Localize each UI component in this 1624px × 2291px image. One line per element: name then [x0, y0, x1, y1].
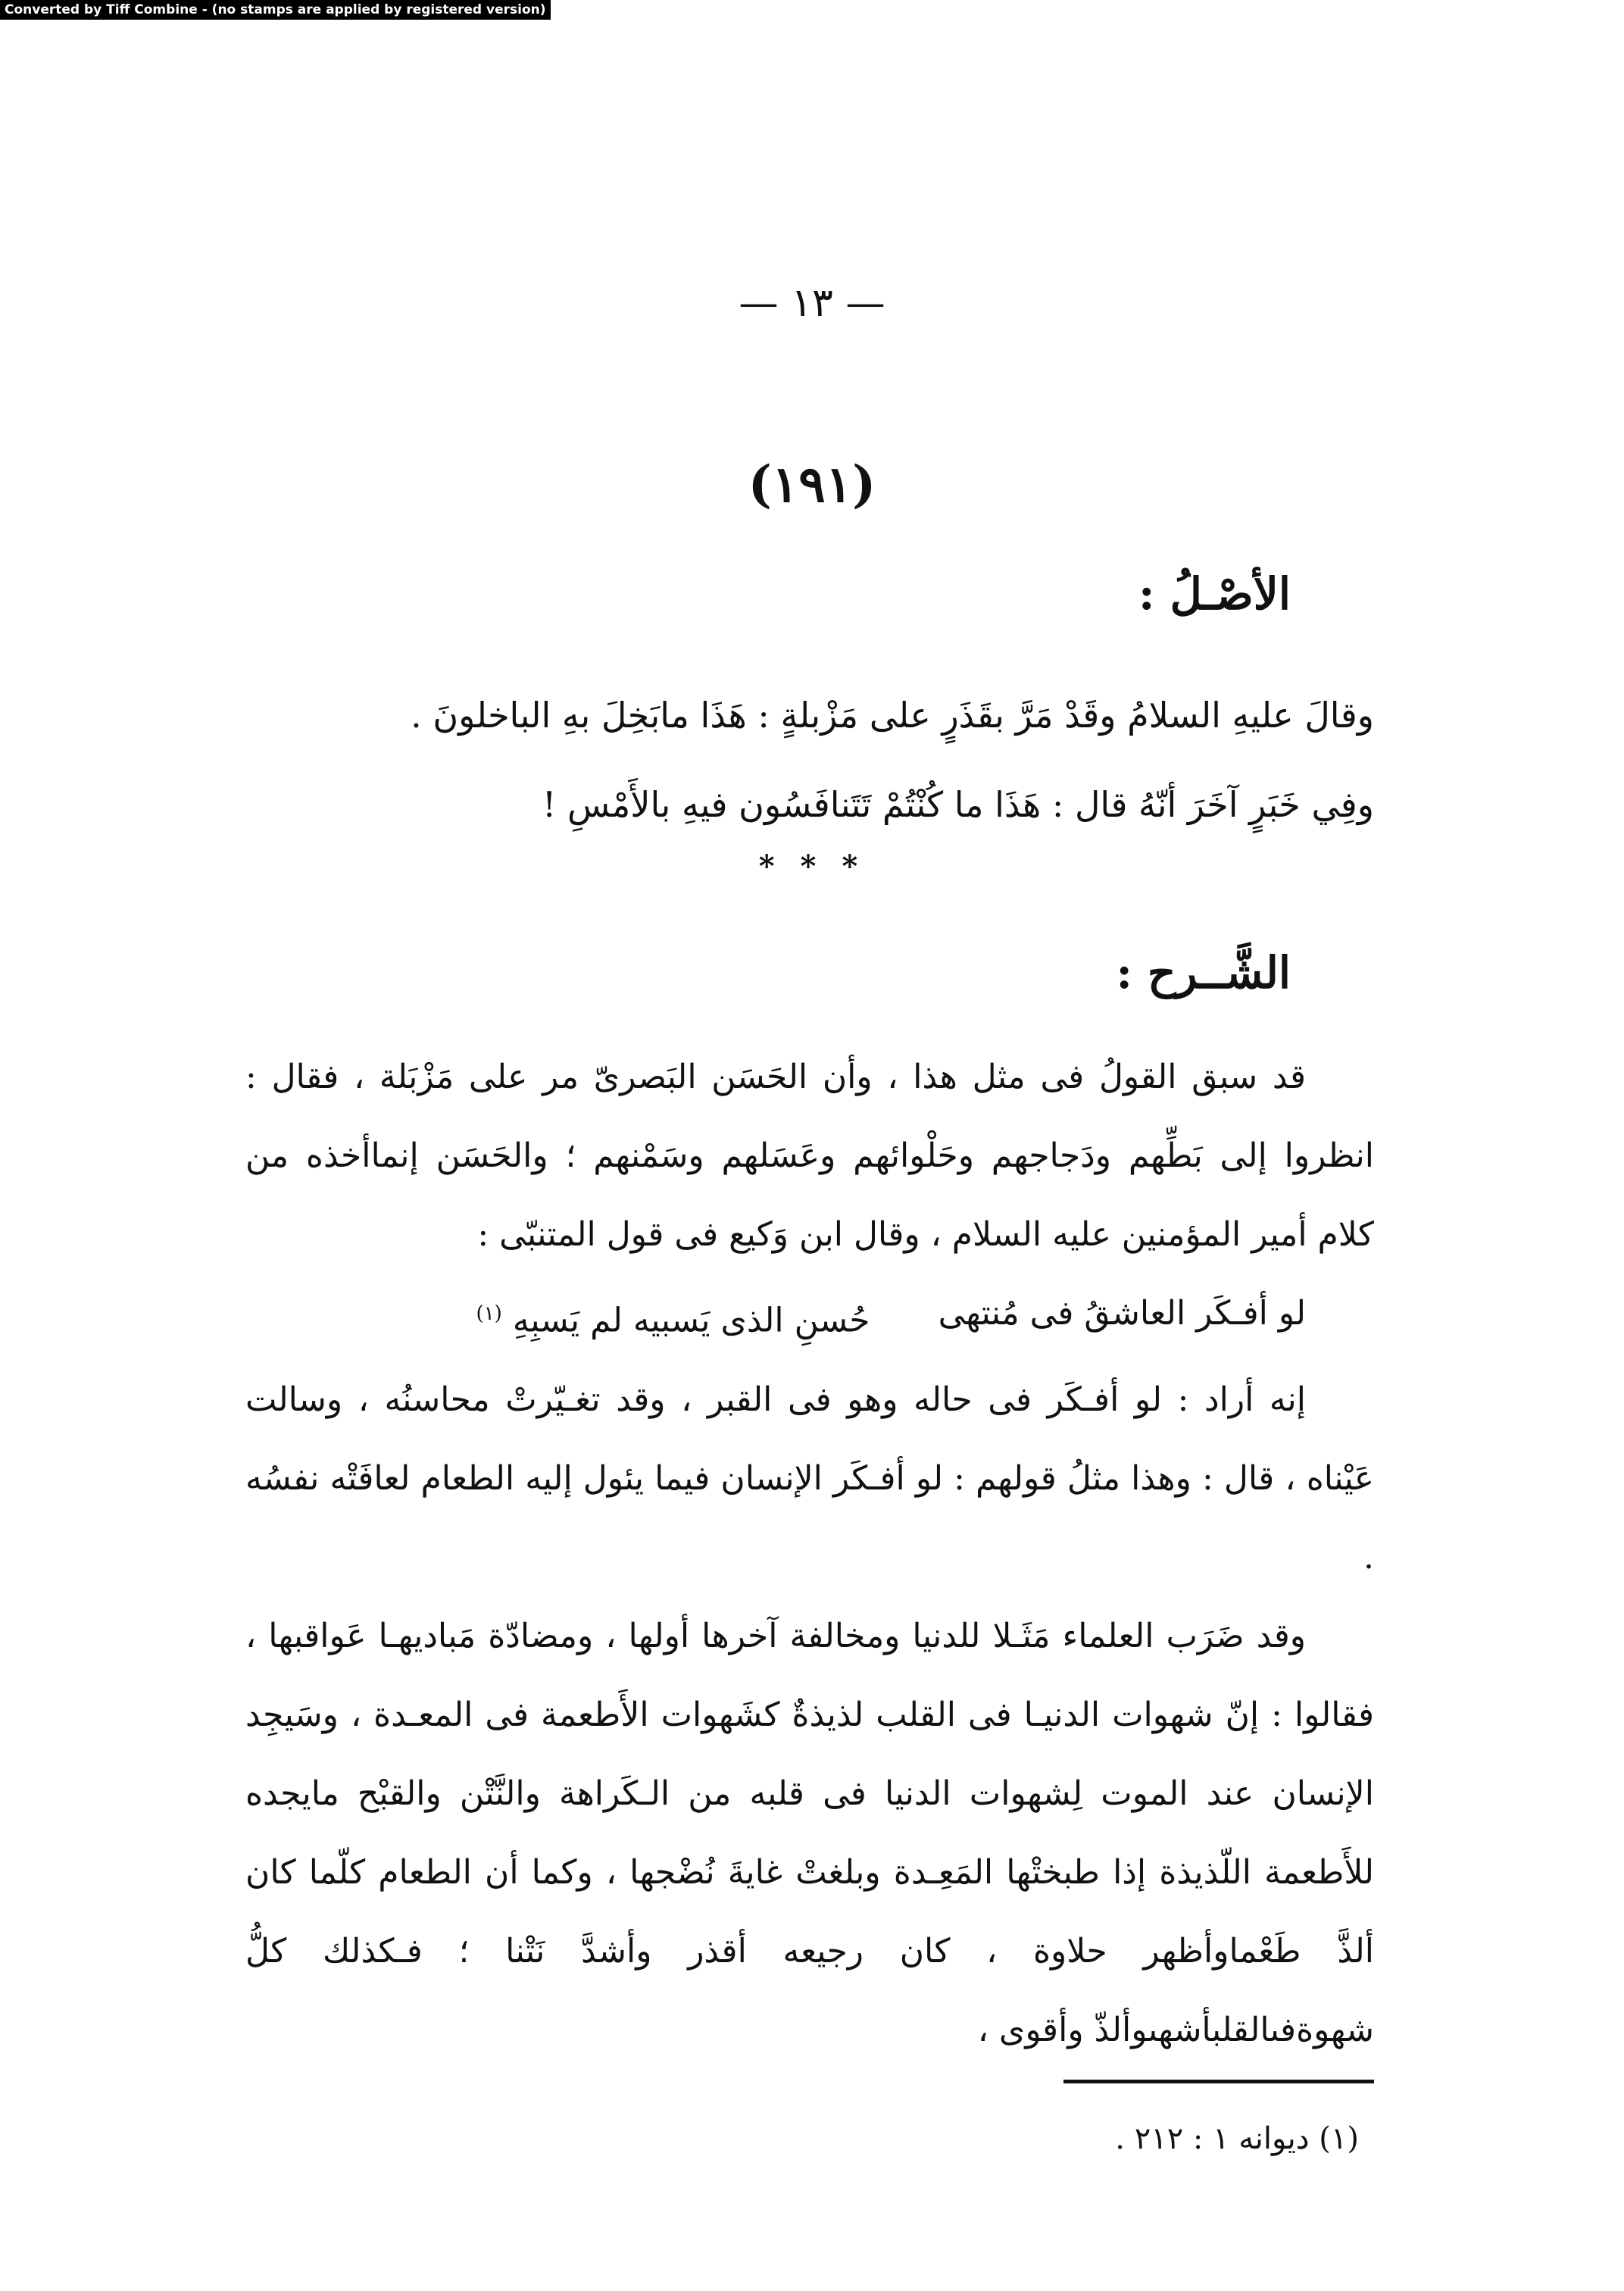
original-line: وفِي خَبَرٍ آخَرَ أنّهُ قال : هَذَا ما كُنْتُمْ تَتَنافَسُون فيهِ بالأَمْسِ !	[542, 784, 1374, 825]
original-line: وقالَ عليهِ السلامُ وقَدْ مَرَّ بقَذَرٍ على مَزْبلةٍ : هَذَا مابَخِلَ بهِ الباخلونَ .	[411, 695, 1374, 736]
original-text	[245, 670, 1374, 849]
commentary-paragraph: قد سبق القولُ فى مثل هذا ، وأن الحَسَن البَصرىّ مر على مَزْبَلة ، فقال : انظروا إلى بَطِّهم ودَجاجهم وحَلْوائهم وعَسَلهم وسَمْنهم ؛ والحَسَن إنماأخذه من كلام أمير المؤمنين عليه السلام ، وقال ابن وَكيع فى قول المتنبّى :	[245, 1058, 1374, 1254]
page-number: — ١٣ —	[739, 280, 885, 326]
commentary-paragraph: إنه أراد : لو أفـكَر فى حاله وهو فى القبر ، وقد تغـيّرتْ محاسنُه ، وسالت عَيْناه ، قال : وهذا مثلُ قولهم : لو أفـكَر الإنسان فيما يئول إليه الطعام لعافَتْه نفسُه .	[245, 1380, 1374, 1577]
verse-first-hemistich: لو أفـكَر العاشقُ فى مُنتهى	[938, 1294, 1306, 1333]
footnote: (١) ديوانه ١ : ٢١٢ .	[1115, 2121, 1359, 2156]
verse-second-text: حُسنِ الذى يَسبيه لم يَسبِهِ	[512, 1301, 870, 1340]
section-number: (١٩١)	[748, 455, 876, 514]
verse-second-hemistich	[476, 1274, 870, 1361]
poetry-verse	[245, 1274, 1374, 1361]
commentary-paragraph: وقد ضَرَب العلماء مَثَـلا للدنيا ومخالفة آخرها أولها ، ومضادّة مَباديهـا عَواقبها ، فقالوا : إنّ شهوات الدنيـا فى القلب لذيذةٌ كشَهوات الأَطعمة فى المعـدة ، وسَيجِد الإنسان عند الموت لِشهوات الدنيا فى قلبه من الـكَراهة والنَّتْن والقبْح مايجده للأَطعمة اللّذيذة إذا طبختْها المَعِـدة وبلغتْ غايةَ نُضْجها ، وكما أن الطعام كلّما كان ألذَّ طَعْماوأظهر حلاوة ، كان رجيعه أقذر وأشدَّ نَتْنا ؛ فـكذلك كلُّ شهوةفىالقلبأشهىوألذّ وأقوى ،	[245, 1616, 1374, 2049]
original-heading: الأصْـلُ :	[1138, 568, 1291, 620]
commentary-body	[245, 1038, 1374, 2070]
commentary-heading: الشَّــرح :	[1116, 947, 1291, 999]
footnote-divider	[1063, 2080, 1374, 2083]
footnote-marker: (١)	[476, 1302, 502, 1325]
section-separator: * * *	[758, 849, 866, 884]
converter-banner: Converted by Tiff Combine - (no stamps are applied by registered version)	[0, 0, 551, 20]
